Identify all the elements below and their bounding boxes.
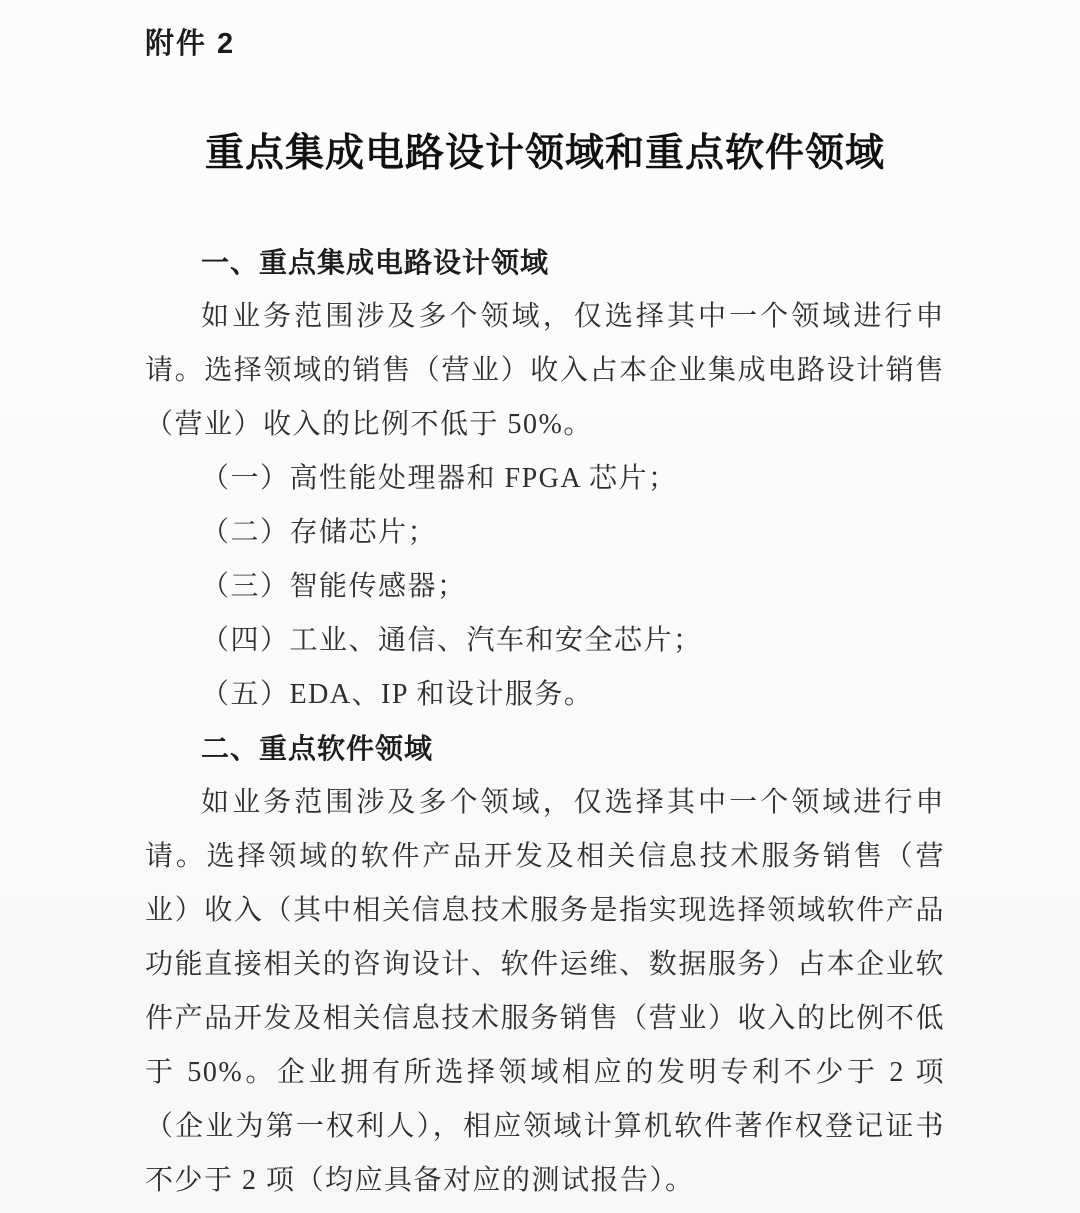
attachment-label: 附件 2 bbox=[145, 28, 236, 60]
section-1-item-2: （二）存储芯片； bbox=[201, 517, 438, 548]
section-2-heading: 二、重点软件领域 bbox=[201, 733, 434, 764]
section-1-heading: 一、重点集成电路设计领域 bbox=[201, 247, 550, 278]
section-1-item-3: （三）智能传感器； bbox=[201, 571, 467, 602]
section-1-item-1: （一）高性能处理器和 FPGA 芯片； bbox=[201, 463, 678, 494]
section-1-item-4: （四）工业、通信、汽车和安全芯片； bbox=[201, 625, 703, 656]
section-1-item-5: （五）EDA、IP 和设计服务。 bbox=[201, 679, 594, 710]
document-title: 重点集成电路设计领域和重点软件领域 bbox=[204, 132, 885, 175]
section-1-paragraph: 如业务范围涉及多个领域，仅选择其中一个领域进行申请。选择领域的销售（营业）收入占本企业集成电路设计销售（营业）收入的比例不低于 50%。 bbox=[145, 301, 945, 440]
section-2-paragraph: 如业务范围涉及多个领域，仅选择其中一个领域进行申请。选择领域的软件产品开发及相关信息技术服务销售（营业）收入（其中相关信息技术服务是指实现选择领域软件产品功能直接相关的咨询设计、软件运维、数据服务）占本企业软件产品开发及相关信息技术服务销售（营业）收入的比例不低于 50%。企业拥有所选择领域相应的发明专利不少于 2 项（企业为第一权利人），相应领域计算机软件著作权登记证书不少于 2 项（均应具备对应的测试报告）。 bbox=[145, 787, 945, 1196]
